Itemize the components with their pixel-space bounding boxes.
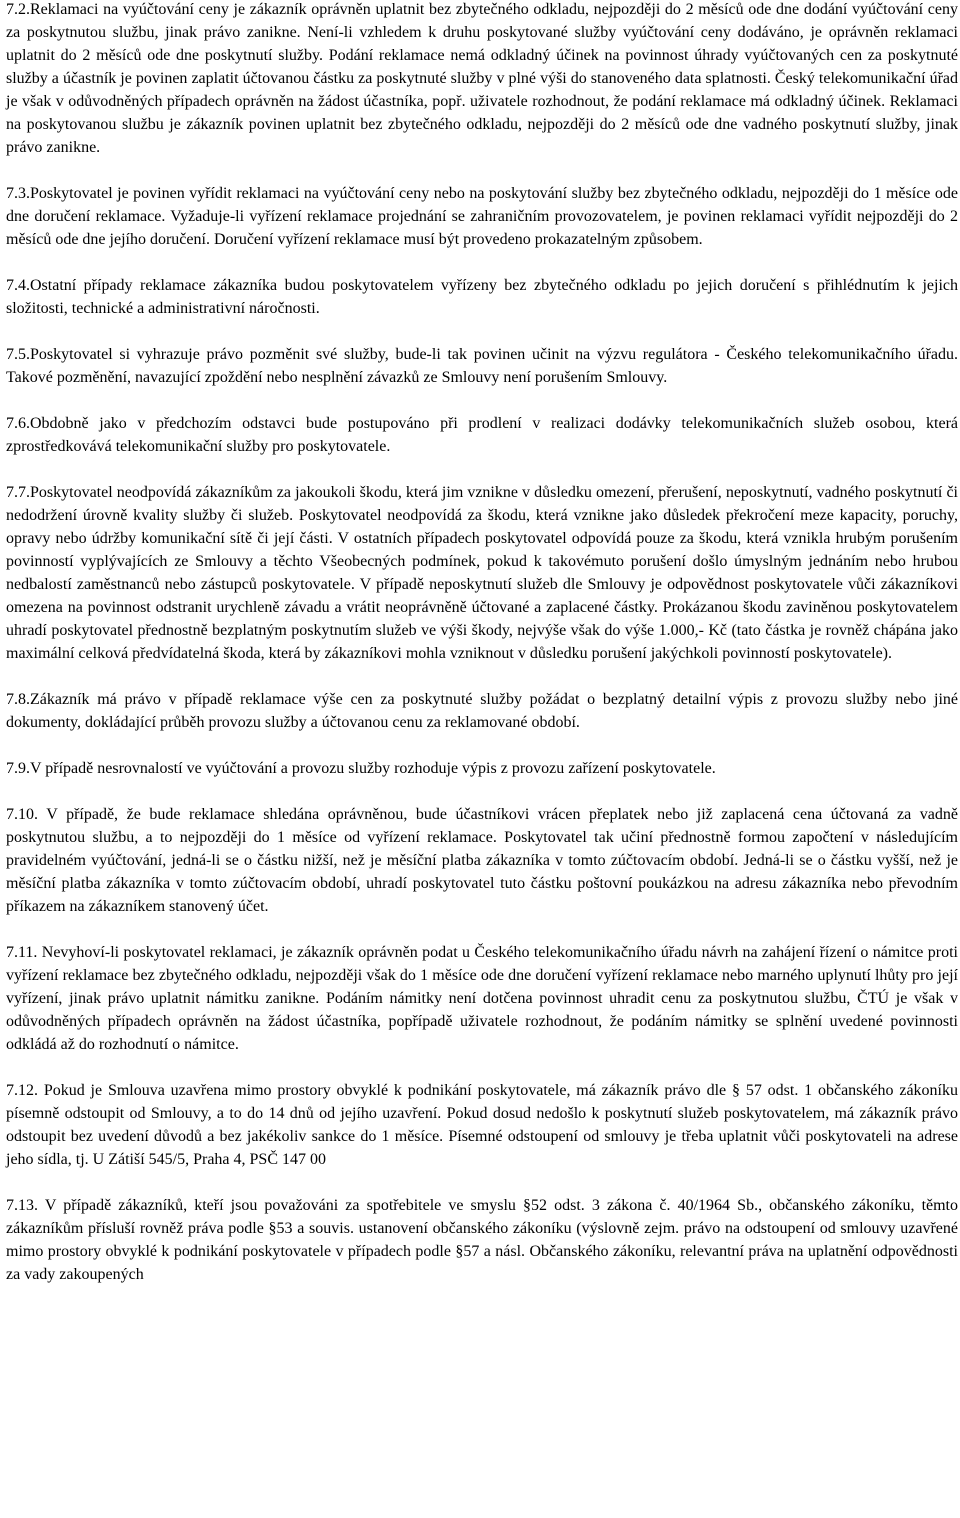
paragraph-7-6: 7.6.Obdobně jako v předchozím odstavci bude postupováno při prodlení v realizaci dodávky telekomunikačních služeb osobou, která zprostředkovává telekomunikační služby pro poskytovatele. — [6, 415, 958, 455]
paragraph-7-2: 7.2.Reklamaci na vyúčtování ceny je zákazník oprávněn uplatnit bez zbytečného odkladu, nejpozději do 2 měsíců ode dne dodání vyúčtování ceny za poskytnutou službu, jinak právo zanikne. Není-li vzhledem k druhu poskytované služby vyúčtování ceny dodáváno, je oprávněn reklamaci uplatnit do 2 měsíců ode dne poskytnutí služby. Podání reklamace nemá odkladný účinek na povinnost úhrady vyúčtovaných cen za poskytnuté služby a účastník je povinen zaplatit účtovanou částku za poskytnuté služby v plné výši do stanoveného data splatnosti. Český telekomunikační úřad je však v odůvodněných případech oprávněn na žádost účastníka, popř. uživatele rozhodnout, že podání reklamace má odkladný účinek. Reklamaci na poskytovanou službu je zákazník povinen uplatnit bez zbytečného odkladu, nejpozději do 2 měsíců ode dne vadného poskytnutí služby, jinak právo zanikne. — [6, 1, 958, 156]
paragraph-7-12: 7.12. Pokud je Smlouva uzavřena mimo prostory obvyklé k podnikání poskytovatele, má zákazník právo dle § 57 odst. 1 občanského zákoníku písemně odstoupit od Smlouvy, a to do 14 dnů od jejího uzavření. Pokud dosud nedošlo k poskytnutí služeb poskytovatelem, má zákazník právo odstoupit bez uvedení důvodů a bez jakékoliv sankce do 1 měsíce. Písemné odstoupení od smlouvy je třeba uplatnit vůči poskytovateli na adrese jeho sídla, tj. U Zátiší 545/5, Praha 4, PSČ 147 00 — [6, 1082, 958, 1168]
document-page — [6, 0, 958, 1286]
paragraph-7-3: 7.3.Poskytovatel je povinen vyřídit reklamaci na vyúčtování ceny nebo na poskytování služby bez zbytečného odkladu, nejpozději do 1 měsíce ode dne doručení reklamace. Vyžaduje-li vyřízení reklamace projednání se zahraničním provozovatelem, je povinen reklamaci vyřídit nejpozději do 2 měsíců ode dne jejího doručení. Doručení vyřízení reklamace musí být provedeno prokazatelným způsobem. — [6, 185, 958, 248]
paragraph-7-5: 7.5.Poskytovatel si vyhrazuje právo pozměnit své služby, bude-li tak povinen učinit na výzvu regulátora - Českého telekomunikačního úřadu. Takové pozměnění, navazující zpoždění nebo nesplnění závazků ze Smlouvy není porušením Smlouvy. — [6, 346, 958, 386]
paragraph-7-4: 7.4.Ostatní případy reklamace zákazníka budou poskytovatelem vyřízeny bez zbytečného odkladu po jejich doručení s přihlédnutím k jejich složitosti, technické a administrativní náročnosti. — [6, 277, 958, 317]
paragraph-7-11: 7.11. Nevyhoví-li poskytovatel reklamaci, je zákazník oprávněn podat u Českého telekomunikačního úřadu návrh na zahájení řízení o námitce proti vyřízení reklamace bez zbytečného odkladu, nejpozději však do 1 měsíce ode dne doručení vyřízení reklamace nebo marného uplynutí lhůty pro její vyřízení, jinak právo uplatnit námitku zanikne. Podáním námitky není dotčena povinnost uhradit cenu za poskytnutou službu, ČTÚ je však v odůvodněných případech oprávněn na žádost účastníka, popřípadě uživatele rozhodnout, že podáním námitky se splnění uvedené povinnosti odkládá až do rozhodnutí o námitce. — [6, 944, 958, 1053]
paragraph-7-9: 7.9.V případě nesrovnalostí ve vyúčtování a provozu služby rozhoduje výpis z provozu zařízení poskytovatele. — [6, 760, 716, 777]
paragraph-7-10: 7.10. V případě, že bude reklamace shledána oprávněnou, bude účastníkovi vrácen přeplatek nebo již zaplacená cena účtovaná za vadně poskytnutou službu, a to nejpozději do 1 měsíce od vyřízení reklamace. Poskytovatel tak učiní přednostně formou započtení v následujícím pravidelném vyúčtování, jedná-li se o částku nižší, než je měsíční platba zákazníka v tomto zúčtovacím období. Jedná-li se o částku vyšší, než je měsíční platba zákazníka v tomto zúčtovacím období, uhradí poskytovatel tuto částku poštovní poukázkou na adresu zákazníka nebo převodním příkazem na zákazníkem stanovený účet. — [6, 806, 958, 915]
paragraph-7-7: 7.7.Poskytovatel neodpovídá zákazníkům za jakoukoli škodu, která jim vznikne v důsledku omezení, přerušení, neposkytnutí, vadného poskytnutí či nedodržení úrovně kvality služby či služeb. Poskytovatel neodpovídá za škodu, která vznikne jako důsledek překročení meze kapacity, poruchy, opravy nebo údržby komunikační sítě či její části. V ostatních případech poskytovatel odpovídá pouze za škodu, která vznikla hrubým porušením povinností vyplývajících ze Smlouvy a těchto Všeobecných podmínek, pokud k takovémuto porušení došlo úmyslným jednáním nebo hrubou nedbalostí zaměstnanců nebo zástupců poskytovatele. V případě neposkytnutí služeb dle Smlouvy je odpovědnost poskytovatele vůči zákazníkovi omezena na povinnost odstranit urychleně závadu a vrátit neoprávněně účtované a zaplacené částky. Prokázanou škodu zaviněnou poskytovatelem uhradí poskytovatel přednostně bezplatným poskytnutím služeb ve výši škody, nejvýše však do výše 1.000,- Kč (tato částka je rovněž chápána jako maximální celková předvídatelná škoda, která by zákazníkovi mohla vzniknout v důsledku porušení jakýchkoli povinností poskytovatele). — [6, 484, 958, 662]
paragraph-7-8: 7.8.Zákazník má právo v případě reklamace výše cen za poskytnuté služby požádat o bezplatný detailní výpis z provozu služby nebo jiné dokumenty, dokládající průběh provozu služby a účtovanou cenu za reklamované období. — [6, 691, 958, 731]
paragraph-7-13: 7.13. V případě zákazníků, kteří jsou považováni za spotřebitele ve smyslu §52 odst. 3 zákona č. 40/1964 Sb., občanského zákoníku, těmto zákazníkům přísluší rovněž práva podle §53 a souvis. ustanovení občanského zákoníku (výslovně zejm. právo na odstoupení od smlouvy uzavřené mimo prostory obvyklé k podnikání poskytovatele v případech podle §57 a násl. Občanského zákoníku, relevantní práva na uplatnění odpovědnosti za vady zakoupených — [6, 1197, 958, 1283]
